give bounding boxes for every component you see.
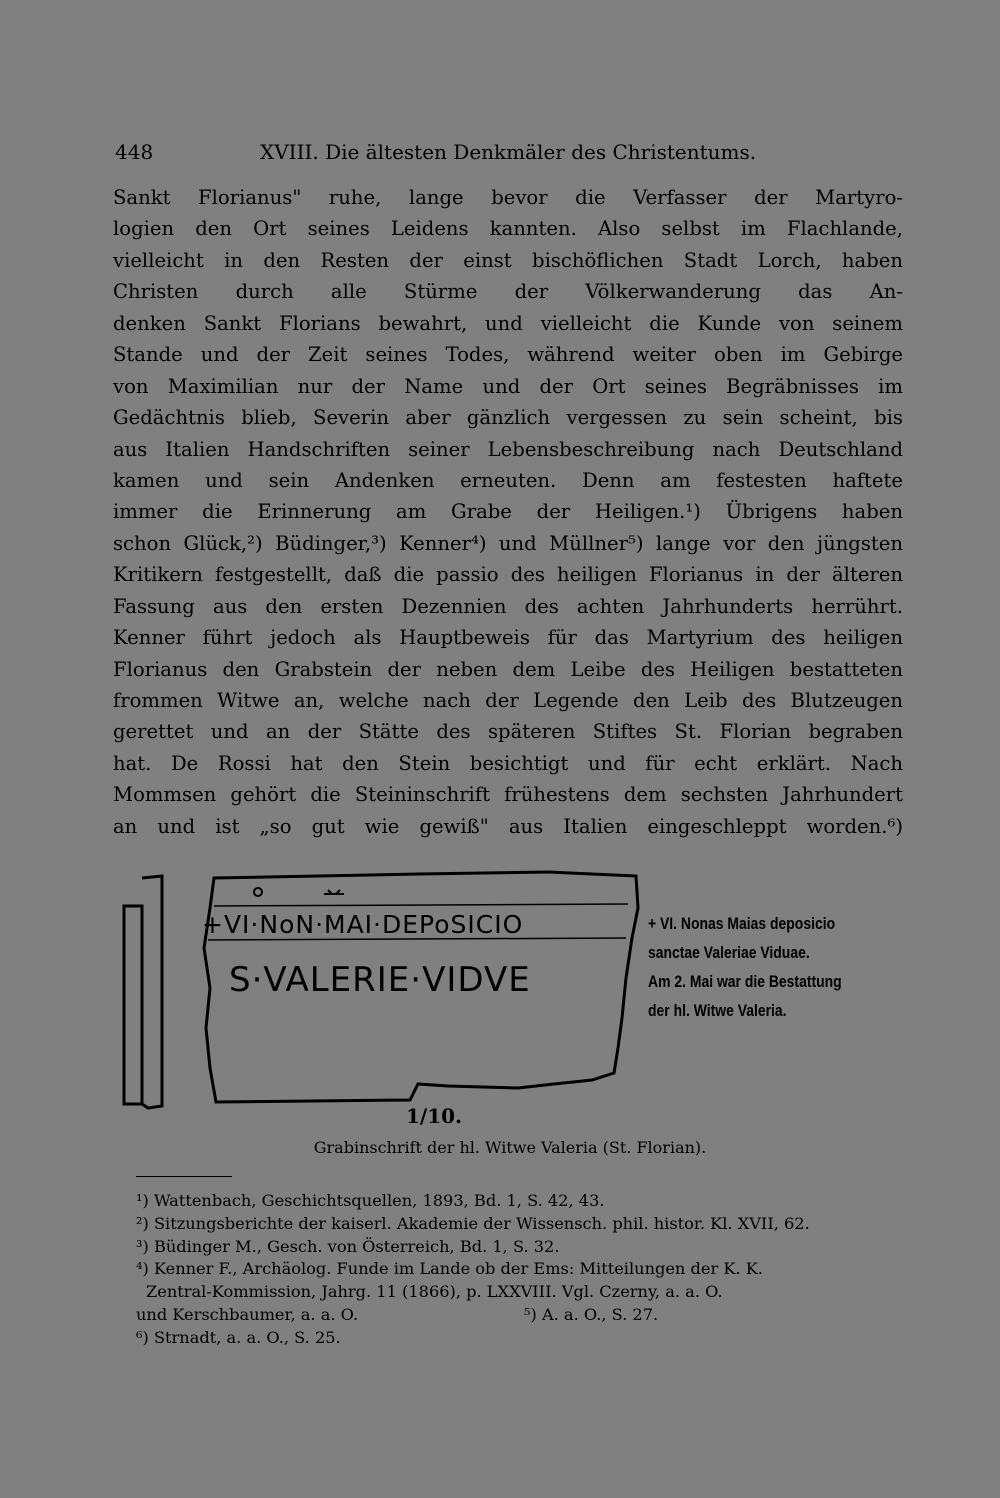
page-number: 448 [115, 140, 154, 164]
footnote: ⁴) Kenner F., Archäolog. Funde im Lande ob der Ems: Mitteilungen der K. K. [136, 1259, 763, 1279]
text-line: hat. De Rossi hat den Stein besichtigt und für echt erklärt. Nach [113, 751, 903, 775]
text-line: gerettet und an der Stätte des späteren Stiftes St. Florian begraben [113, 720, 903, 744]
footnote-rule [136, 1176, 232, 1177]
text-line: Kenner führt jedoch als Hauptbeweis für das Martyrium des heiligen [113, 626, 903, 650]
footnote-row [136, 1304, 906, 1327]
text-line: denken Sankt Florians bewahrt, und vielleicht die Kunde von seinem [113, 311, 903, 335]
footnote: ³) Büdinger M., Gesch. von Österreich, Bd. 1, S. 32. [136, 1236, 560, 1256]
footnote: ⁵) A. a. O., S. 27. [524, 1304, 659, 1324]
footnote: ²) Sitzungsberichte der kaiserl. Akademie der Wissensch. phil. histor. Kl. XVII, 62. [136, 1213, 810, 1233]
text-line: vielleicht in den Resten der einst bischöflichen Stadt Lorch, haben [113, 248, 903, 272]
footnote: ⁶) Strnadt, a. a. O., S. 25. [136, 1327, 341, 1347]
footnote-continuation: und Kerschbaumer, a. a. O. [136, 1304, 359, 1324]
text-line: Fassung aus den ersten Dezennien des achten Jahrhunderts herrührt. [113, 594, 903, 618]
gravestone-figure [118, 868, 908, 1158]
footnote: ¹) Wattenbach, Geschichtsquellen, 1893, Bd. 1, S. 42, 43. [136, 1191, 605, 1210]
figure-caption: Grabinschrift der hl. Witwe Valeria (St. Florian). [313, 1138, 707, 1157]
text-line: immer die Erinnerung am Grabe der Heiligen.¹) Übrigens haben [113, 500, 903, 524]
text-line: aus Italien Handschriften seiner Lebensbeschreibung nach Deutschland [113, 437, 903, 461]
translation-line: + VI. Nonas Maias deposicio [648, 914, 836, 933]
text-line: Mommsen gehört die Steininschrift frühestens dem sechsten Jahrhundert [113, 783, 903, 807]
footnotes [136, 1190, 906, 1350]
text-line: frommen Witwe an, welche nach der Legende den Leib des Blutzeugen [113, 689, 903, 712]
translation-line: der hl. Witwe Valeria. [648, 1001, 787, 1020]
body-text [113, 182, 903, 842]
footnote-continuation: Zentral-Kommission, Jahrg. 11 (1866), p. LXXVIII. Vgl. Czerny, a. a. O. [146, 1282, 723, 1302]
inscription-line-2: S·VALERIE·VIDVE [229, 960, 531, 1000]
inscription-translation [648, 909, 869, 1025]
text-line: Kritikern festgestellt, daß die passio des heiligen Florianus in der älteren [113, 563, 903, 587]
page-header [115, 140, 905, 170]
translation-line: sanctae Valeriae Viduae. [648, 943, 810, 962]
inscription-line-1: +VI·NoN·MAI·DEPoSICIO [202, 910, 524, 939]
running-title: XVIII. Die ältesten Denkmäler des Christentums. [260, 140, 757, 164]
scale-label: 1/10. [406, 1104, 463, 1128]
text-line: logien den Ort seines Leidens kannten. Also selbst im Flachlande, [113, 217, 903, 241]
text-line: schon Glück,²) Büdinger,³) Kenner⁴) und Müllner⁵) lange vor den jüngsten [113, 531, 903, 555]
text-line: Christen durch alle Stürme der Völkerwanderung das An- [113, 280, 903, 304]
text-line: Stande und der Zeit seines Todes, während weiter oben im Gebirge [113, 343, 903, 367]
translation-line: Am 2. Mai war die Bestattung [648, 972, 842, 991]
text-line: Sankt Florianus" ruhe, lange bevor die Verfasser der Martyro- [113, 186, 903, 209]
text-line: Gedächtnis blieb, Severin aber gänzlich vergessen zu sein scheint, bis [113, 406, 903, 430]
text-line: Florianus den Grabstein der neben dem Leibe des Heiligen bestatteten [113, 657, 903, 681]
text-line: von Maximilian nur der Name und der Ort seines Begräbnisses im [113, 374, 903, 398]
text-line: an und ist „so gut wie gewiß" aus Italien eingeschleppt worden.⁶) [113, 814, 903, 838]
text-line: kamen und sein Andenken erneuten. Denn am festesten haftete [113, 468, 903, 492]
